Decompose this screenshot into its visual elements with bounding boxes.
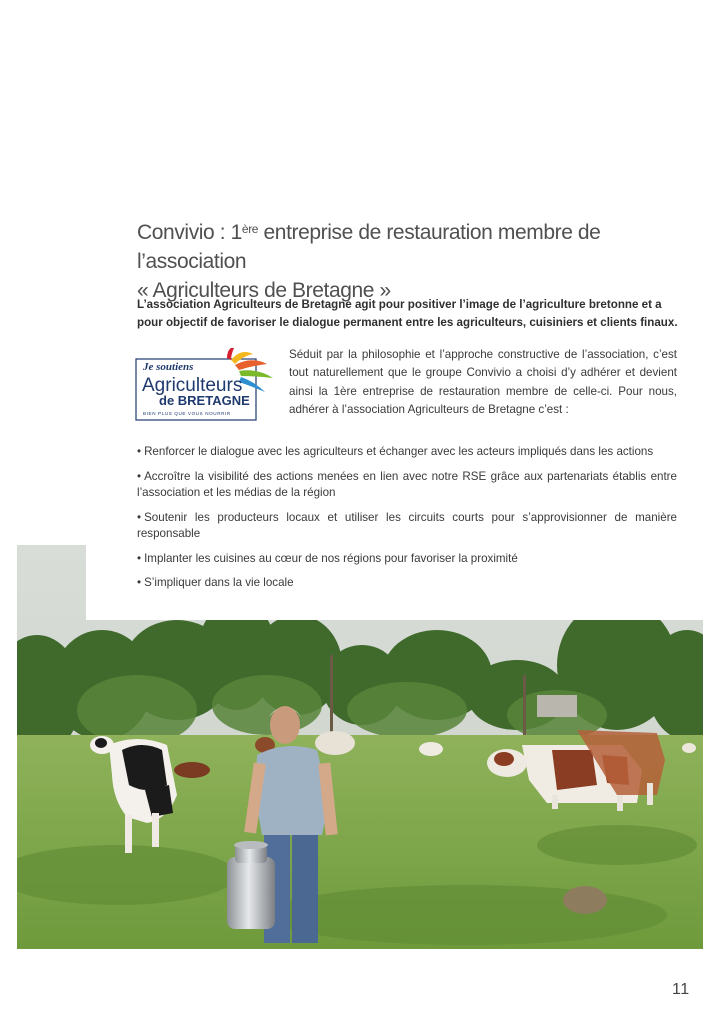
list-item: • S’impliquer dans la vie locale <box>137 576 294 589</box>
title-line2: « Agriculteurs de Bretagne » <box>137 279 391 303</box>
svg-text:Je soutiens: Je soutiens <box>143 361 194 373</box>
intro-paragraph: L’association Agriculteurs de Bretagne agit pour positiver l’image de l’agriculture bretonne et a pour objectif de favoriser le dialogue permanent entre les agriculteurs, cuisiniers et clients finaux. <box>137 298 678 329</box>
svg-text:BIEN PLUS QUE VOUS NOURRIR: BIEN PLUS QUE VOUS NOURRIR <box>143 411 231 416</box>
svg-text:de BRETAGNE: de BRETAGNE <box>159 393 250 408</box>
benefits-list <box>137 444 677 600</box>
agriculteurs-de-bretagne-logo <box>135 348 275 422</box>
svg-text:Agriculteurs: Agriculteurs <box>142 375 243 396</box>
list-item: • Renforcer le dialogue avec les agriculteurs et échanger avec les acteurs impliqués dans les actions <box>137 445 654 458</box>
title-superscript: ère <box>241 222 259 237</box>
list-item: • Soutenir les producteurs locaux et utiliser les circuits courts pour s’approvisionner de manière responsable <box>137 510 677 540</box>
page-number: 11 <box>672 981 690 998</box>
membership-paragraph: Séduit par la philosophie et l’approche constructive de l’association, c’est tout naturellement que le groupe Convivio a choisi d’y adhérer et devient ainsi la 1ère entreprise de restauration membre de celle-ci. Pour nous, adhérer à l’association Agriculteurs de Bretagne c’est : <box>289 348 677 417</box>
list-item: • Accroître la visibilité des actions menées en lien avec notre RSE grâce aux partenariats établis entre l’association et les médias de la région <box>137 469 677 499</box>
page-title: Convivio : 1ère entreprise de restauration membre de l’association « Agriculteurs de Bretagne » <box>137 221 601 303</box>
list-item: • Implanter les cuisines au cœur de nos régions pour favoriser la proximité <box>137 551 518 565</box>
